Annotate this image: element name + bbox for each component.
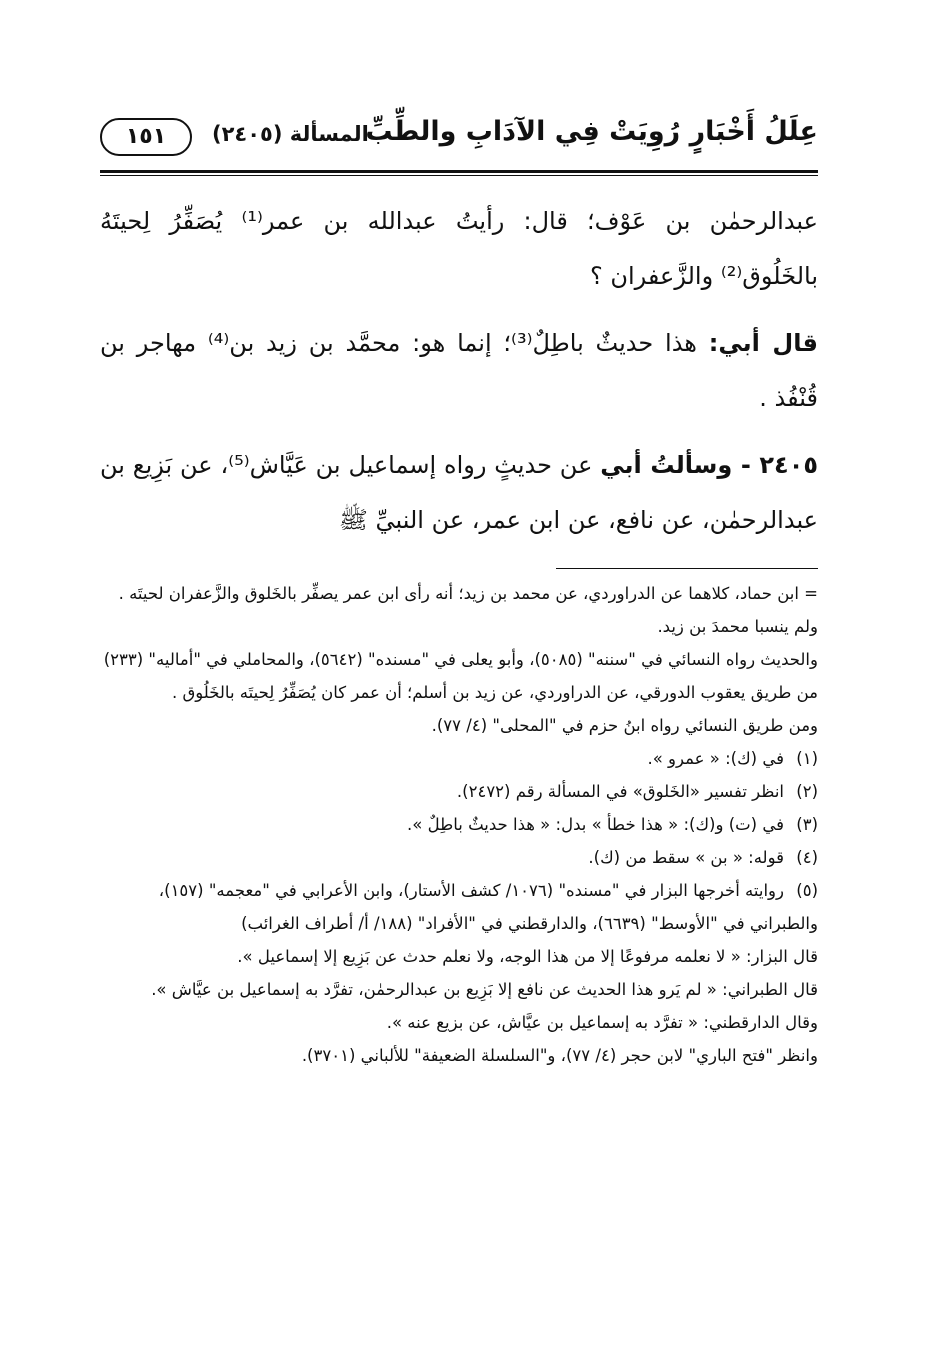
footnote-text: في (ك): « عمرو ». <box>647 749 784 768</box>
footnote-continuation: = ابن حماد، كلاهما عن الدراوردي، عن محمد بن زيد؛ أنه رأى ابن عمر يصفِّر بالخَلوق والزَّعفران لحيتَه . ولم ينسبا محمدَ بن زيد. <box>118 584 818 636</box>
footnote-text: قوله: « بن » سقط من (ك). <box>588 848 784 867</box>
footnote-quote: قال الطبراني: « لم يَرو هذا الحديث عن نافع إلا بَزِيع بن عبدالرحمٰن، تفرَّد به إسماعيل بن عيَّاش ». <box>151 980 818 999</box>
book-title: عِلَلُ أَخْبَارٍ رُوِيَتْ فِي الآدَابِ والطِّبِّ <box>365 116 818 147</box>
footnote-quote: وقال الدارقطني: « تفرَّد به إسماعيل بن عيَّاش، عن بزيع عنه ». <box>386 1013 818 1032</box>
paragraph-3-text: عن حديثٍ رواه إسماعيل بن عَيَّاش⁽⁵⁾، عن بَزِيع بن عبدالرحمٰن، عن نافع، عن ابن عمر، عن النبيِّ ﷺ <box>100 451 818 534</box>
footnote-text: انظر تفسير «الخَلوق» في المسألة رقم (٢٤٧٢). <box>456 782 784 801</box>
footnote-reference: وانظر "فتح الباري" لابن حجر (٤/ ٧٧)، و"السلسلة الضعيفة" للألباني (٣٧٠١). <box>301 1046 818 1065</box>
main-paragraph-3 <box>100 438 818 548</box>
book-page <box>100 110 818 1072</box>
paragraph-2-text: هذا حديثٌ باطِلٌ⁽³⁾؛ إنما هو: محمَّد بن زيد بن⁽⁴⁾ مهاجر بن قُنْفُذ . <box>100 329 818 412</box>
footnote-item <box>100 775 818 808</box>
header-rule <box>100 170 818 176</box>
footnote-item <box>100 841 818 874</box>
footnote-quote: قال البزار: « لا نعلمه مرفوعًا إلا من هذا الوجه، ولا نعلم حدث عن بَزِيع إلا إسماعيل ». <box>237 947 818 966</box>
issue-heading: ٢٤٠٥ - وسألتُ أبي <box>600 451 818 479</box>
footnote-number: (٢) <box>796 782 818 801</box>
footnote-continuation: والحديث رواه النسائي في "سننه" (٥٠٨٥)، وأبو يعلى في "مسنده" (٥٦٤٢)، والمحاملي في "أماليه" (٢٣٣) من طريق يعقوب الدورقي، عن الدراوردي، عن زيد بن أسلم؛ أن عمر كان يُصَفِّرُ لِحيتَه بالخَلُوق . <box>103 650 818 702</box>
main-paragraph-2 <box>100 316 818 426</box>
footnote-number: (٥) <box>796 881 818 900</box>
footnotes <box>100 577 818 1072</box>
footnote-item <box>100 874 818 940</box>
main-paragraph-1: عبدالرحمٰن بن عَوْف؛ قال: رأيتُ عبدالله بن عمر⁽¹⁾ يُصَفِّرُ لِحيتَهُ بالخَلُوق⁽²⁾ والزَّعفران ؟ <box>100 207 818 290</box>
footnote-number: (١) <box>796 749 818 768</box>
speaker-label: قال أبي: <box>708 329 818 357</box>
footnote-text: في (ت) و(ك): « هذا خطأ » بدل: « هذا حديثٌ باطِلٌ ». <box>407 815 784 834</box>
footnote-item <box>100 808 818 841</box>
footnote-item <box>100 742 818 775</box>
footnote-separator <box>556 568 818 569</box>
footnote-number: (٣) <box>796 815 818 834</box>
issue-label: المسألة (٢٤٠٥) <box>212 122 369 146</box>
page-number: ١٥١ <box>100 118 192 156</box>
main-text <box>100 194 818 548</box>
footnote-number: (٤) <box>796 848 818 867</box>
footnote-text: روايته أخرجها البزار في "مسنده" (١٠٧٦/ كشف الأستار)، وابن الأعرابي في "معجمه" (١٥٧)، والطبراني في "الأوسط" (٦٦٣٩)، والدارقطني في "الأفراد" (١٨٨/ أ/ أطراف الغرائب) <box>158 881 818 933</box>
page-header <box>100 110 818 168</box>
footnote-continuation: ومن طريق النسائي رواه ابنُ حزم في "المحلى" (٤/ ٧٧). <box>431 716 818 735</box>
